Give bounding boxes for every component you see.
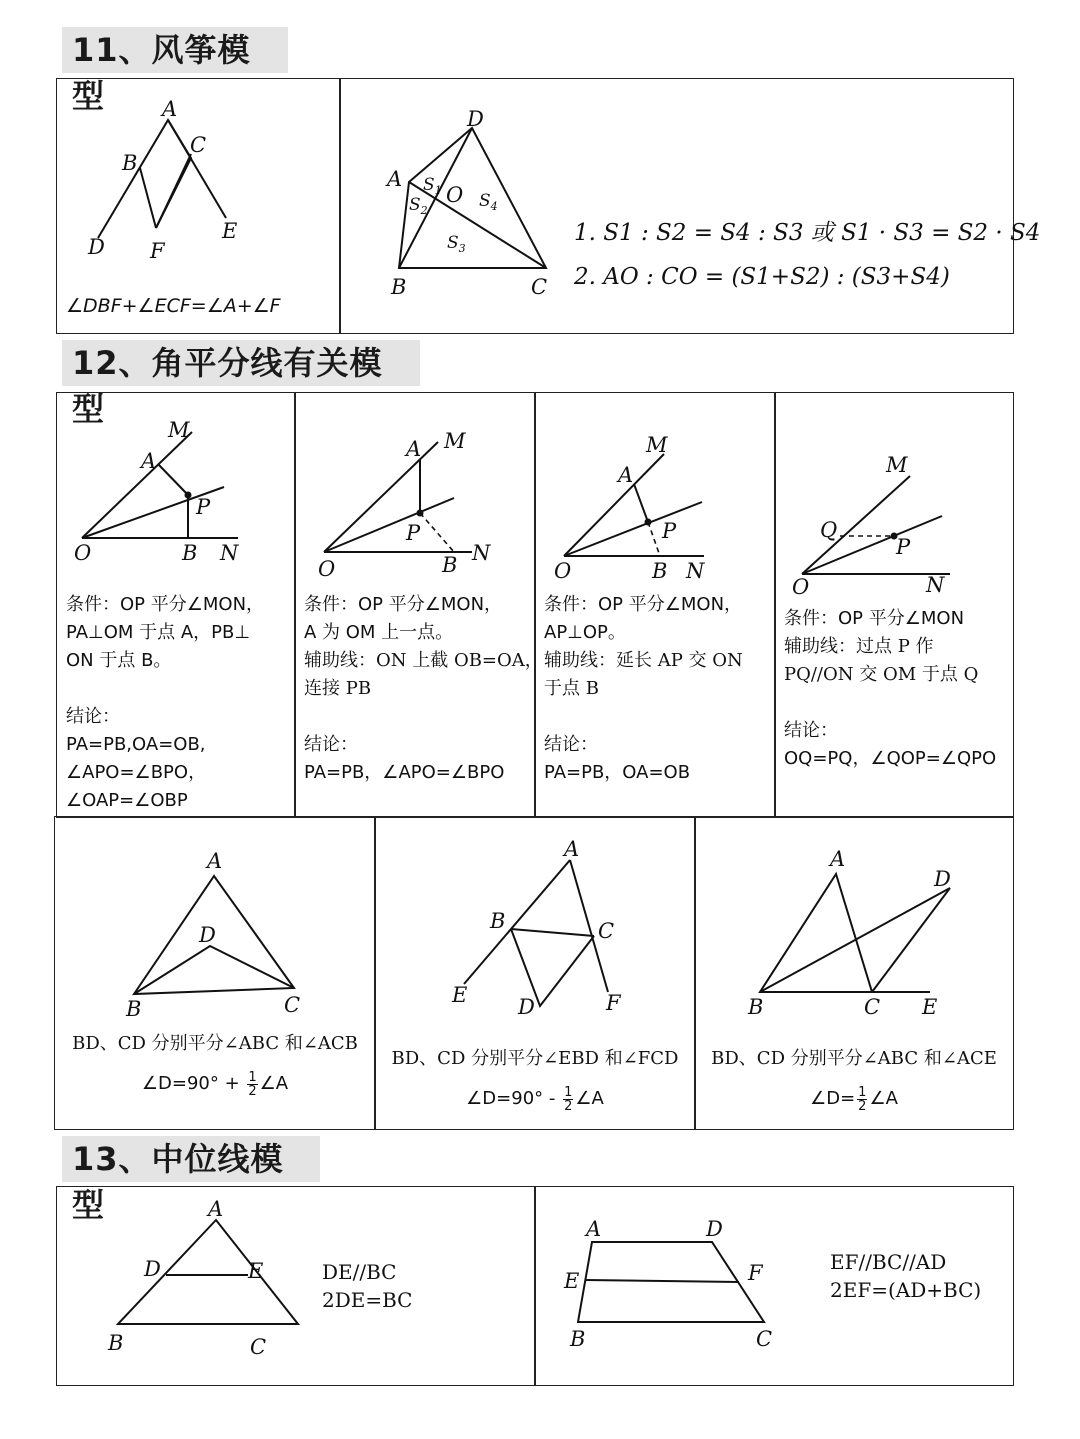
- kite-r-label-c: C: [531, 275, 548, 299]
- kite-formula-2: 2. AO : CO = (S1+S2) : (S3+S4): [574, 264, 950, 290]
- svg-text:S3: $S_3$: [447, 233, 466, 255]
- bisector-diagram-2: [294, 392, 536, 582]
- section-title-bisector: 12、角平分线有关模型: [62, 340, 420, 386]
- kite-formula-1: 1. S1 : S2 = S4 : S3 或 S1 · S3 = S2 · S4: [574, 220, 1041, 246]
- b4-label-p: P: [896, 535, 911, 559]
- m2-label-b: B: [570, 1327, 586, 1351]
- triangle-diagram-2: [374, 816, 696, 1026]
- t1-label-a: A: [207, 849, 223, 873]
- b2-label-o: O: [318, 557, 336, 581]
- t1-label-d: D: [199, 923, 216, 947]
- b3-label-a: A: [618, 463, 634, 487]
- t3-label-d: D: [934, 867, 951, 891]
- svg-text:S1: $S_1$: [423, 175, 442, 197]
- m1-label-d: D: [144, 1257, 161, 1281]
- midline-triangle-diagram: [56, 1186, 536, 1386]
- b3-label-p: P: [662, 519, 677, 543]
- bisector-text-2: 条件：OP 平分∠MON， A 为 OM 上一点。 辅助线：ON 上截 OB=OA， 连接 PB 结论： PA=PB，∠APO=∠BPO: [304, 594, 543, 783]
- t1-label-b: B: [126, 997, 142, 1021]
- kite-right-diagram: [339, 78, 579, 308]
- kite-r-label-b: B: [391, 275, 407, 299]
- svg-text:S4: $S_4$: [479, 191, 498, 213]
- b3-label-b: B: [652, 559, 668, 583]
- t2-label-b: B: [490, 909, 506, 933]
- kite-r-label-a: A: [387, 167, 403, 191]
- kite-r-label-d: D: [467, 107, 484, 131]
- b3-label-o: O: [554, 559, 572, 583]
- b1-label-b: B: [182, 541, 198, 565]
- t3-label-c: C: [864, 995, 881, 1019]
- t2-label-d: D: [518, 995, 535, 1019]
- kite-label-d: D: [88, 235, 105, 259]
- b2-label-m: M: [444, 429, 466, 453]
- triangle-formula-1: ∠D=90° + $\frac{1}{2}$ ∠A: [141, 1069, 289, 1099]
- t2-label-c: C: [598, 919, 615, 943]
- kite-left-formula: ∠DBF+∠ECF=∠A+∠F: [66, 295, 281, 317]
- t2-label-e: E: [452, 983, 468, 1007]
- b2-label-p: P: [406, 521, 421, 545]
- kite-left-diagram: [56, 78, 341, 278]
- b2-label-n: N: [472, 541, 491, 565]
- section-title-midline: 13、中位线模型: [62, 1136, 320, 1182]
- bisector-diagram-1: [56, 392, 296, 582]
- b4-label-q: Q: [820, 518, 838, 542]
- b2-label-a: A: [406, 437, 422, 461]
- m2-label-a: A: [586, 1217, 602, 1241]
- kite-label-e: E: [222, 219, 238, 243]
- m2-label-f: F: [748, 1261, 763, 1285]
- b1-label-a: A: [141, 449, 157, 473]
- b3-label-n: N: [686, 559, 705, 583]
- t3-label-a: A: [830, 847, 846, 871]
- bisector-text-3: 条件：OP 平分∠MON， AP⊥OP。 辅助线：延长 AP 交 ON 于点 B 结论： PA=PB，OA=OB: [544, 594, 743, 783]
- triangle-caption-2: BD、CD 分别平分∠EBD 和∠FCD: [391, 1048, 679, 1069]
- triangle-caption-1: BD、CD 分别平分∠ABC 和∠ACB: [72, 1033, 358, 1054]
- m1-label-e: E: [248, 1259, 264, 1283]
- t2-label-f: F: [606, 991, 621, 1015]
- m1-label-a: A: [208, 1197, 224, 1221]
- t2-label-a: A: [564, 837, 580, 861]
- m2-label-d: D: [706, 1217, 723, 1241]
- kite-label-b: B: [122, 151, 138, 175]
- bisector-diagram-3: [534, 392, 776, 582]
- b1-label-o: O: [74, 541, 92, 565]
- section-title-kite: 11、风筝模型: [62, 27, 288, 73]
- b4-label-o: O: [792, 575, 810, 599]
- t1-label-c: C: [284, 993, 301, 1017]
- kite-label-c: C: [190, 133, 207, 157]
- svg-text:S2: $S_2$: [409, 195, 428, 217]
- triangle-caption-3: BD、CD 分别平分∠ABC 和∠ACE: [711, 1048, 997, 1069]
- m2-label-e: E: [564, 1269, 580, 1293]
- b3-label-m: M: [646, 433, 668, 457]
- b1-label-n: N: [220, 541, 239, 565]
- midline-triangle-text: DE//BC 2DE=BC: [322, 1260, 413, 1312]
- triangle-formula-3: ∠D= $\frac{1}{2}$ ∠A: [810, 1084, 898, 1114]
- t3-label-e: E: [922, 995, 938, 1019]
- m2-label-c: C: [756, 1327, 773, 1351]
- kite-r-label-o: O: [446, 183, 464, 207]
- kite-label-f: F: [150, 239, 165, 263]
- m1-label-b: B: [108, 1331, 124, 1355]
- triangle-formula-2: ∠D=90° - $\frac{1}{2}$ ∠A: [466, 1084, 604, 1114]
- b4-label-m: M: [886, 453, 908, 477]
- b1-label-p: P: [196, 495, 211, 519]
- t3-label-b: B: [748, 995, 764, 1019]
- kite-label-a: A: [162, 97, 178, 121]
- m1-label-c: C: [250, 1335, 267, 1359]
- bisector-diagram-4: [774, 392, 1014, 599]
- triangle-diagram-1: [54, 816, 376, 1026]
- bisector-text-4: 条件：OP 平分∠MON 辅助线：过点 P 作 PQ//ON 交 OM 于点 Q 结论： OQ=PQ，∠QOP=∠QPO: [784, 608, 997, 769]
- bisector-text-1: 条件：OP 平分∠MON， PA⊥OM 于点 A，PB⊥ ON 于点 B。 结论： PA=PB,OA=OB, ∠APO=∠BPO， ∠OAP=∠OBP: [66, 594, 265, 811]
- b1-label-m: M: [168, 418, 190, 442]
- b2-label-b: B: [442, 553, 458, 577]
- triangle-diagram-3: [694, 816, 1014, 1026]
- midline-trapezoid-text: EF//BC//AD 2EF=(AD+BC): [830, 1250, 982, 1302]
- b4-label-n: N: [926, 573, 945, 597]
